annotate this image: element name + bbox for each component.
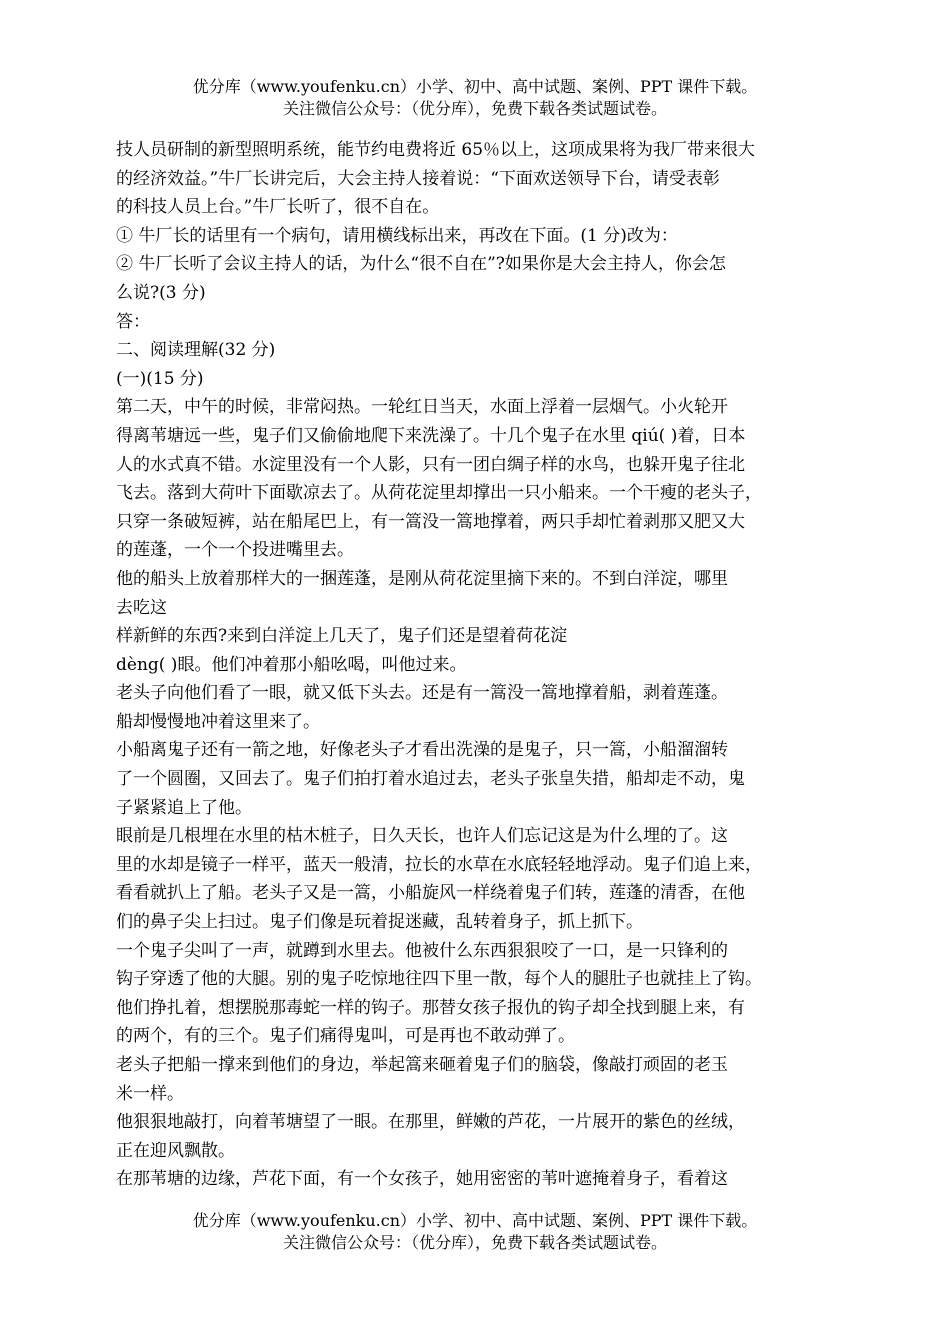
answer-label: 答： <box>116 311 150 332</box>
page-footer <box>0 1210 950 1254</box>
footer-line-1: 优分库（www.youfenku.cn）小学、初中、高中试题、案例、PPT 课件下载。 <box>192 1211 758 1230</box>
text-line: 一个鬼子尖叫了一声，就蹲到水里去。他被什么东西狠狠咬了一口，是一只锋利的 <box>116 940 728 961</box>
text-line: 他狠狠地敲打，向着苇塘望了一眼。在那里，鲜嫩的芦花，一片展开的紫色的丝绒， <box>116 1112 745 1133</box>
text-line: 了一个圆圈，又回去了。鬼子们拍打着水追过去，老头子张皇失措，船却走不动，鬼 <box>116 769 745 790</box>
text-line: 得离苇塘远一些，鬼子们又偷偷地爬下来洗澡了。十几个鬼子在水里 qiú( )着，日本 <box>116 425 746 446</box>
text-line: 在那苇塘的边缘，芦花下面，有一个女孩子，她用密密的苇叶遮掩着身子，看着这 <box>116 1169 728 1190</box>
text-line: 的两个，有的三个。鬼子们痛得鬼叫，可是再也不敢动弹了。 <box>116 1026 575 1047</box>
text-line: 看看就扒上了船。老头子又是一篙，小船旋风一样绕着鬼子们转，莲蓬的清香，在他 <box>116 883 745 904</box>
text-line: 么说?(3 分) <box>116 282 206 303</box>
text-line: 老头子把船一撑来到他们的身边，举起篙来砸着鬼子们的脑袋，像敲打顽固的老玉 <box>116 1055 728 1075</box>
text-line: 技人员研制的新型照明系统，能节约电费将近 65％以上，这项成果将为我厂带来很大 <box>116 140 756 160</box>
text-line: 飞去。落到大荷叶下面歇凉去了。从荷花淀里却撑出一只小船来。一个干瘦的老头子， <box>116 483 762 504</box>
text-line: 们的鼻子尖上扫过。鬼子们像是玩着捉迷藏，乱转着身子，抓上抓下。 <box>116 912 643 933</box>
text-line: 的经济效益。”牛厂长讲完后，大会主持人接着说：“下面欢送领导下台，请受表彰 <box>116 168 720 189</box>
text-line: 他们挣扎着，想摆脱那毒蛇一样的钩子。那替女孩子报仇的钩子却全找到腿上来，有 <box>116 997 745 1018</box>
text-line: 眼前是几根埋在水里的枯木桩子，日久天长，也许人们忘记这是为什么埋的了。这 <box>116 826 728 847</box>
section-heading: 二、阅读理解(32 分) <box>116 340 276 361</box>
question-1: ① 牛厂长的话里有一个病句，请用横线标出来，再改在下面。(1 分)改为： <box>116 225 678 246</box>
header-line-1: 优分库（www.youfenku.cn）小学、初中、高中试题、案例、PPT 课件下载。 <box>192 77 758 96</box>
text-line: 去吃这 <box>116 597 167 618</box>
text-line: 子紧紧追上了他。 <box>116 797 252 818</box>
text-line: 米一样。 <box>116 1083 184 1104</box>
text-line: 他的船头上放着那样大的一捆莲蓬，是刚从荷花淀里摘下来的。不到白洋淀，哪里 <box>116 568 728 589</box>
text-line: 老头子向他们看了一眼，就又低下头去。还是有一篙没一篙地撑着船，剥着莲蓬。 <box>116 683 728 704</box>
text-line: 正在迎风飘散。 <box>116 1140 235 1161</box>
document-body <box>116 136 840 1194</box>
text-line: 船却慢慢地冲着这里来了。 <box>116 711 320 732</box>
footer-line-2: 关注微信公众号：（优分库），免费下载各类试题试卷。 <box>282 1233 667 1252</box>
text-line: 第二天，中午的时候，非常闷热。一轮红日当天，水面上浮着一层烟气。小火轮开 <box>116 397 728 418</box>
subsection-heading: (一)(15 分) <box>116 368 204 389</box>
text-line: 钩子穿透了他的大腿。别的鬼子吃惊地往四下里一散，每个人的腿肚子也就挂上了钩。 <box>116 969 762 990</box>
question-2: ② 牛厂长听了会议主持人的话，为什么“很不自在”?如果你是大会主持人，你会怎 <box>116 254 726 275</box>
text-line: 的莲蓬，一个一个投进嘴里去。 <box>116 540 354 561</box>
page-header <box>0 76 950 120</box>
text-line: 样新鲜的东西?来到白洋淀上几天了，鬼子们还是望着荷花淀 <box>116 626 568 647</box>
text-line: 的科技人员上台。”牛厂长听了，很不自在。 <box>116 197 440 218</box>
text-line: 只穿一条破短裤，站在船尾巴上，有一篙没一篙地撑着，两只手却忙着剥那又肥又大 <box>116 511 745 532</box>
text-line: 小船离鬼子还有一箭之地，好像老头子才看出洗澡的是鬼子，只一篙，小船溜溜转 <box>116 740 728 761</box>
text-line: 人的水式真不错。水淀里没有一个人影，只有一团白绸子样的水鸟，也躲开鬼子往北 <box>116 454 745 475</box>
text-line: dèng( )眼。他们冲着那小船吆喝，叫他过来。 <box>116 654 467 675</box>
text-line: 里的水却是镜子一样平，蓝天一般清，拉长的水草在水底轻轻地浮动。鬼子们追上来， <box>116 854 762 875</box>
header-line-2: 关注微信公众号：（优分库），免费下载各类试题试卷。 <box>282 99 667 118</box>
